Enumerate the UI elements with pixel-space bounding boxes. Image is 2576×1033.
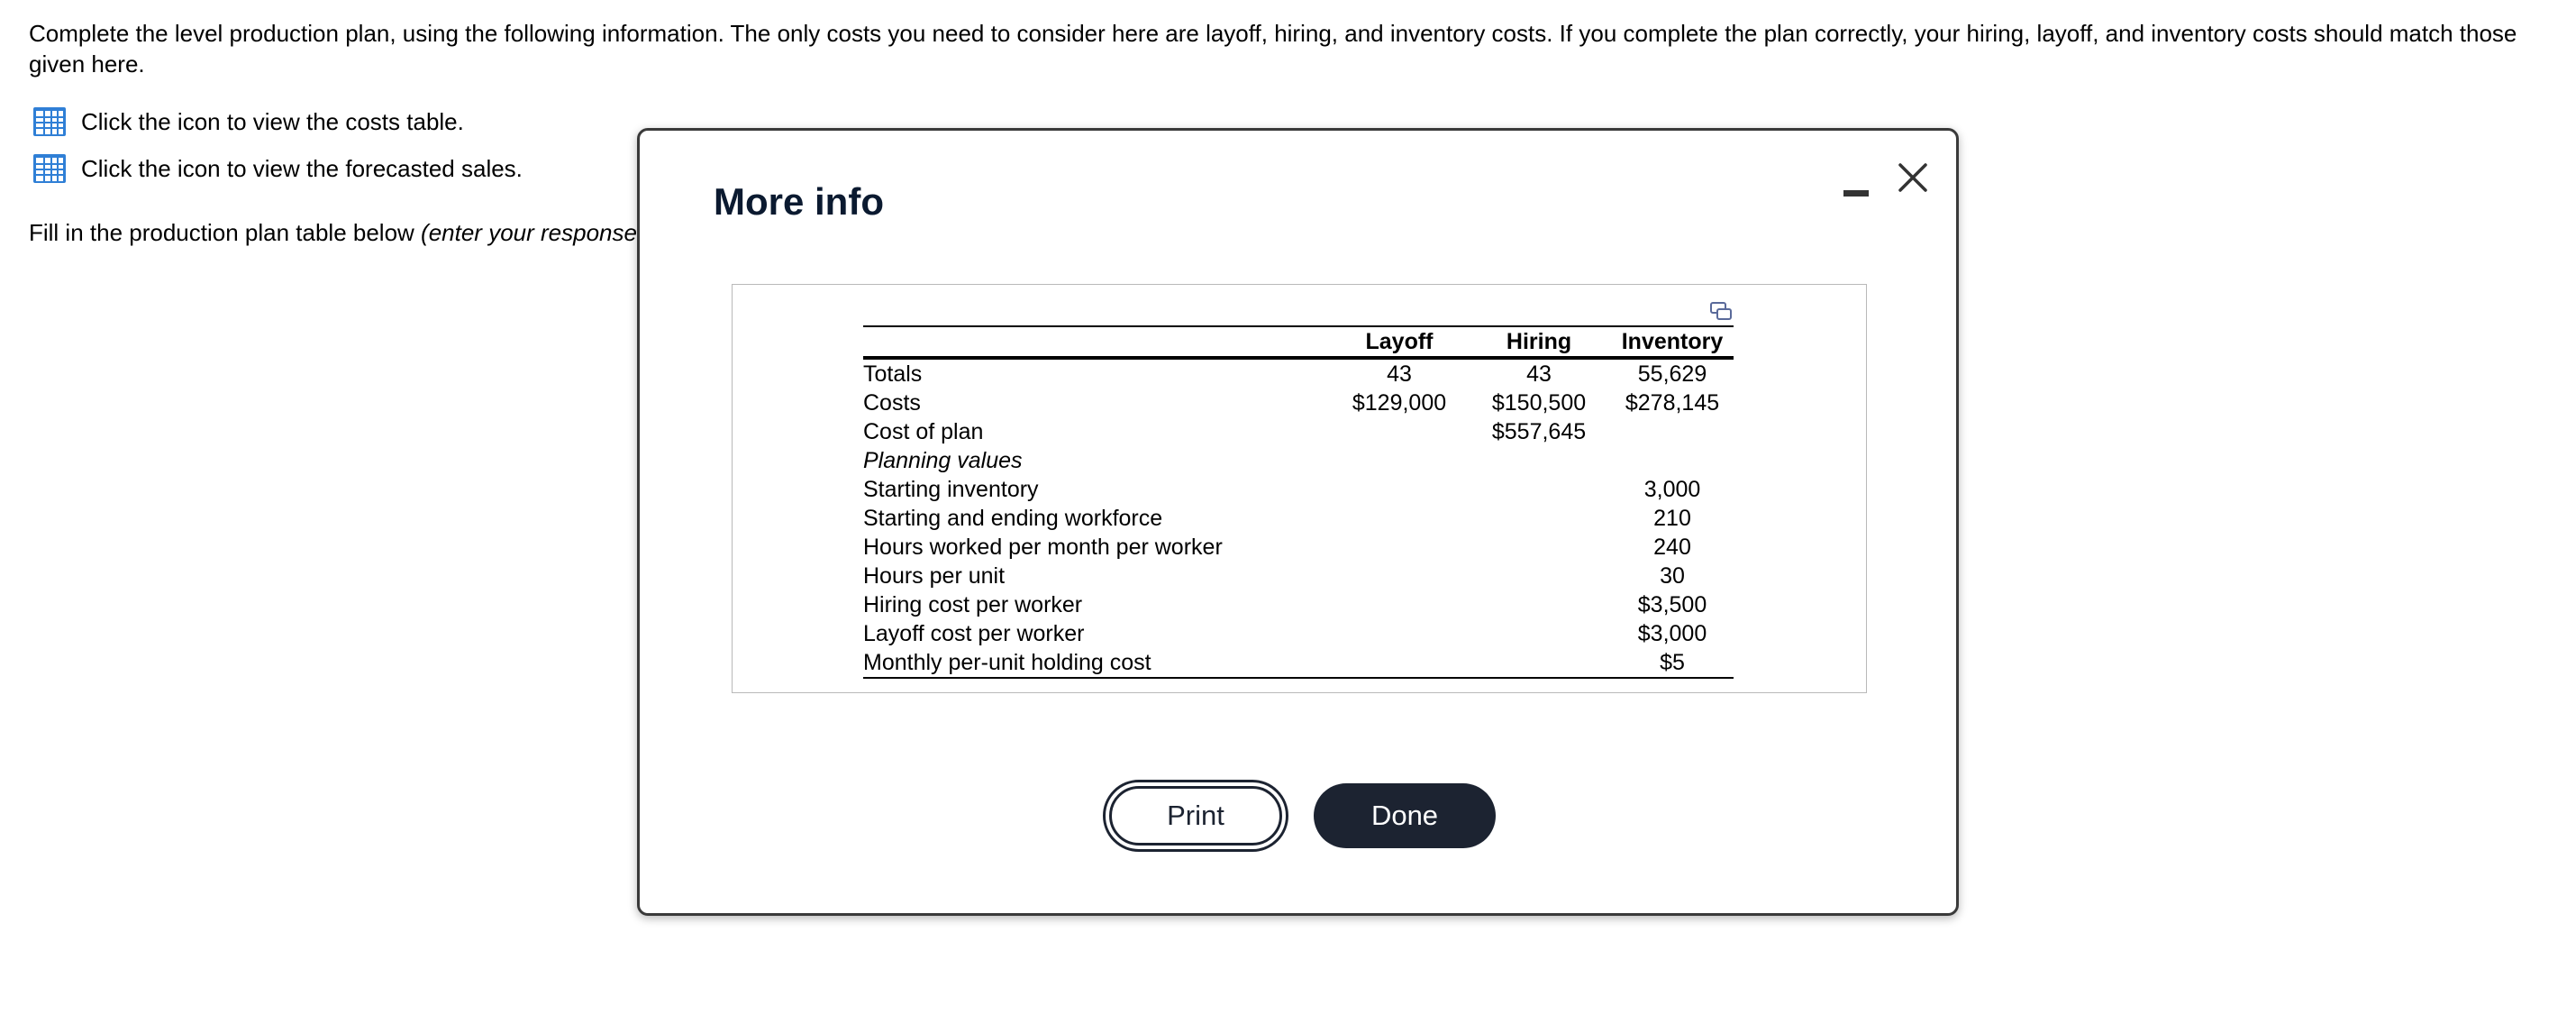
- row-label: Totals: [863, 361, 923, 387]
- costs-table-link-label[interactable]: Click the icon to view the costs table.: [81, 108, 464, 135]
- layoff-cell: [1332, 562, 1467, 590]
- hiring-cell: $150,500: [1491, 390, 1587, 416]
- costs-table-link[interactable]: [32, 106, 464, 137]
- table-row: [863, 533, 1734, 562]
- table-row: [863, 504, 1734, 533]
- inventory-cell: $278,145: [1625, 390, 1720, 416]
- popout-icon[interactable]: [1709, 301, 1733, 323]
- row-label: Hiring cost per worker: [863, 592, 1083, 617]
- row-label: Costs: [863, 390, 921, 416]
- layoff-cell: [1332, 619, 1467, 648]
- column-header-inventory: Inventory: [1621, 329, 1724, 354]
- plan-summary-table: [863, 325, 1734, 679]
- layoff-cell: [1332, 504, 1467, 533]
- hiring-cell: [1467, 590, 1611, 619]
- column-header-hiring: Hiring: [1506, 329, 1572, 354]
- inventory-cell: $3,000: [1637, 621, 1707, 646]
- forecasted-sales-link-label[interactable]: Click the icon to view the forecasted sales.: [81, 155, 523, 182]
- inventory-cell: 30: [1660, 563, 1685, 589]
- info-panel: [732, 284, 1867, 693]
- layoff-cell: [1332, 446, 1467, 475]
- hiring-cell: [1467, 446, 1611, 475]
- layoff-cell: [1332, 417, 1467, 446]
- forecasted-sales-link[interactable]: [32, 153, 523, 184]
- hiring-cell: $557,645: [1491, 419, 1587, 444]
- inventory-cell: 55,629: [1637, 361, 1707, 387]
- inventory-cell: 240: [1653, 535, 1691, 560]
- row-label: Monthly per-unit holding cost: [863, 650, 1151, 675]
- fill-prompt-italic: (enter your response: [421, 219, 637, 246]
- layoff-cell: [1332, 533, 1467, 562]
- inventory-cell: $3,500: [1637, 592, 1707, 617]
- dialog-title: More info: [714, 180, 884, 223]
- layoff-cell: $129,000: [1352, 390, 1447, 416]
- layoff-cell: [1332, 475, 1467, 504]
- hiring-cell: [1467, 533, 1611, 562]
- table-row: [863, 358, 1734, 389]
- row-label: Cost of plan: [863, 419, 984, 444]
- row-label: Planning values: [863, 448, 1023, 473]
- table-row: [863, 417, 1734, 446]
- minimize-icon[interactable]: [1843, 190, 1869, 197]
- table-row: [863, 648, 1734, 678]
- table-row: [863, 562, 1734, 590]
- instructions-text: Complete the level production plan, using the following information. The only costs you need to consider here are layoff, hiring, and inventory costs. If you complete the plan correctly, your hiring, layoff, and inventory costs should match those given here.: [29, 20, 2517, 78]
- more-info-dialog: [637, 128, 1959, 916]
- hiring-cell: [1467, 475, 1611, 504]
- print-button[interactable]: [1103, 780, 1288, 852]
- table-icon[interactable]: [32, 153, 67, 184]
- inventory-cell: 210: [1653, 506, 1691, 531]
- fill-prompt: [29, 217, 637, 248]
- inventory-cell: [1611, 446, 1734, 475]
- layoff-cell: 43: [1387, 361, 1412, 387]
- inventory-cell: [1611, 417, 1734, 446]
- done-button[interactable]: Done: [1314, 783, 1496, 848]
- layoff-cell: [1332, 590, 1467, 619]
- table-icon[interactable]: [32, 106, 67, 137]
- table-row: [863, 446, 1734, 475]
- hiring-cell: [1467, 648, 1611, 678]
- close-icon[interactable]: [1895, 160, 1931, 196]
- row-label: Layoff cost per worker: [863, 621, 1085, 646]
- fill-prompt-text: Fill in the production plan table below: [29, 219, 422, 246]
- hiring-cell: [1467, 562, 1611, 590]
- column-header-layoff: Layoff: [1365, 329, 1434, 354]
- table-row: [863, 619, 1734, 648]
- table-header-row: [863, 326, 1734, 358]
- row-label: Hours worked per month per worker: [863, 535, 1223, 560]
- row-label: Starting and ending workforce: [863, 506, 1163, 531]
- row-label: Hours per unit: [863, 563, 1006, 589]
- print-button-label[interactable]: Print: [1109, 786, 1282, 846]
- hiring-cell: [1467, 504, 1611, 533]
- hiring-cell: [1467, 619, 1611, 648]
- minimize-button[interactable]: [1842, 176, 1871, 205]
- table-row: [863, 475, 1734, 504]
- inventory-cell: $5: [1660, 650, 1685, 675]
- layoff-cell: [1332, 648, 1467, 678]
- table-row: [863, 389, 1734, 417]
- hiring-cell: 43: [1526, 361, 1552, 387]
- inventory-cell: 3,000: [1643, 477, 1701, 502]
- column-header: [863, 326, 1332, 358]
- table-row: [863, 590, 1734, 619]
- row-label: Starting inventory: [863, 477, 1039, 502]
